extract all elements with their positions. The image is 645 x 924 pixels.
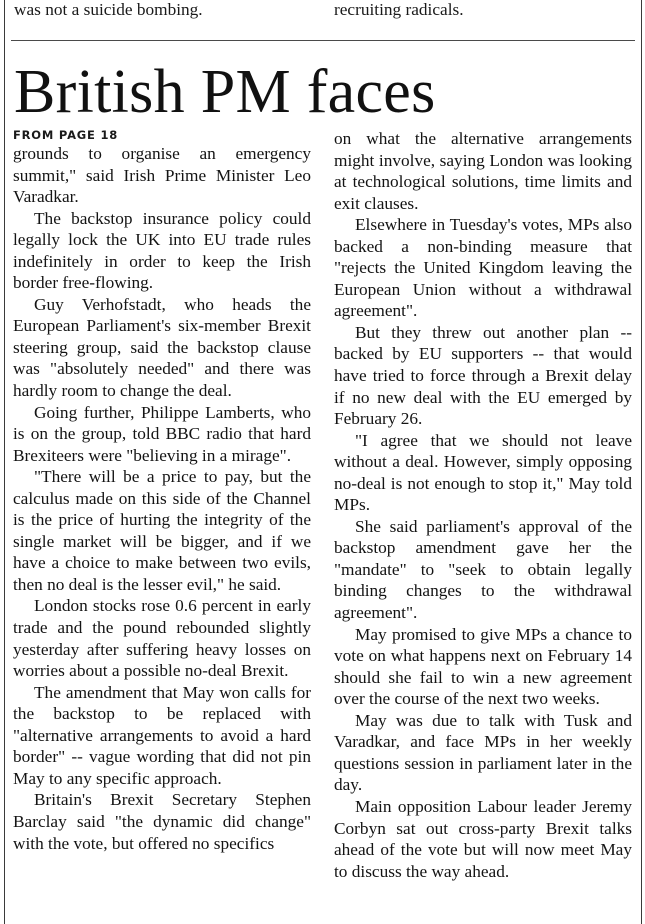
left-crop-edge [4,0,5,924]
previous-article-fragment-left: was not a suicide bombing. [14,0,203,19]
right-crop-edge [641,0,642,924]
paragraph: The backstop insurance policy could legally lock the UK into EU trade rules indefinitely in order to keep the Irish border free-flowing. [13,208,311,293]
article-column-left [13,128,311,854]
paragraph: She said parliament's approval of the backstop amendment gave her the "mandate" to "seek to obtain legally binding changes to the withdrawal agreement". [334,516,632,623]
paragraph: Elsewhere in Tuesday's votes, MPs also backed a non-binding measure that "rejects the United Kingdom leaving the European Union without a withdrawal agreement". [334,215,632,321]
paragraph: But they threw out another plan -- backed by EU supporters -- that would have tried to force through a Brexit delay if no new deal with the EU emerged by February 26. [334,322,632,429]
paragraph: on what the alternative arrangements might involve, saying London was looking at technological solutions, time limits and exit clauses. [334,129,632,213]
paragraph: Going further, Philippe Lamberts, who is on the group, told BBC radio that hard Brexiteers were "believing in a mirage". [13,402,311,465]
previous-article-fragment-right: recruiting radicals. [334,0,464,19]
paragraph: Guy Verhofstadt, who heads the European Parliament's six-member Brexit steering group, said the backstop clause was "absolutely needed" and there was hardly room to change the deal. [13,294,311,401]
paragraph: grounds to organise an emergency summit," said Irish Prime Minister Leo Varadkar. [13,144,311,207]
article-column-right [334,128,632,882]
paragraph: Main opposition Labour leader Jeremy Corbyn sat out cross-party Brexit talks ahead of the vote but will now meet May to discuss the way ahead. [334,796,632,881]
paragraph: The amendment that May won calls for the backstop to be replaced with "alternative arrangements to avoid a hard border" -- vague wording that did not pin May to any specific approach. [13,682,311,788]
section-divider [11,40,635,41]
continuation-label: FROM PAGE 18 [13,128,119,142]
paragraph: London stocks rose 0.6 percent in early trade and the pound rebounded slightly yesterday after suffering heavy losses on worries about a possible no-deal Brexit. [13,596,311,681]
paragraph: "There will be a price to pay, but the calculus made on this side of the Channel is the price of hurting the integrity of the single market will be bigger, and if we have a choice to make between two evils, then no deal is the lesser evil," he said. [13,467,311,594]
paragraph: Britain's Brexit Secretary Stephen Barclay said "the dynamic did change" with the vote, but offered no specifics [13,790,311,853]
paragraph: May promised to give MPs a chance to vote on what happens next on February 14 should she fail to win a new agreement over the course of the next two weeks. [334,624,632,709]
paragraph: "I agree that we should not leave without a deal. However, simply opposing no-deal is not enough to stop it," May told MPs. [334,430,632,515]
headline: British PM faces [14,58,436,126]
paragraph: May was due to talk with Tusk and Varadkar, and face MPs in her weekly questions session in parliament later in the day. [334,710,632,795]
